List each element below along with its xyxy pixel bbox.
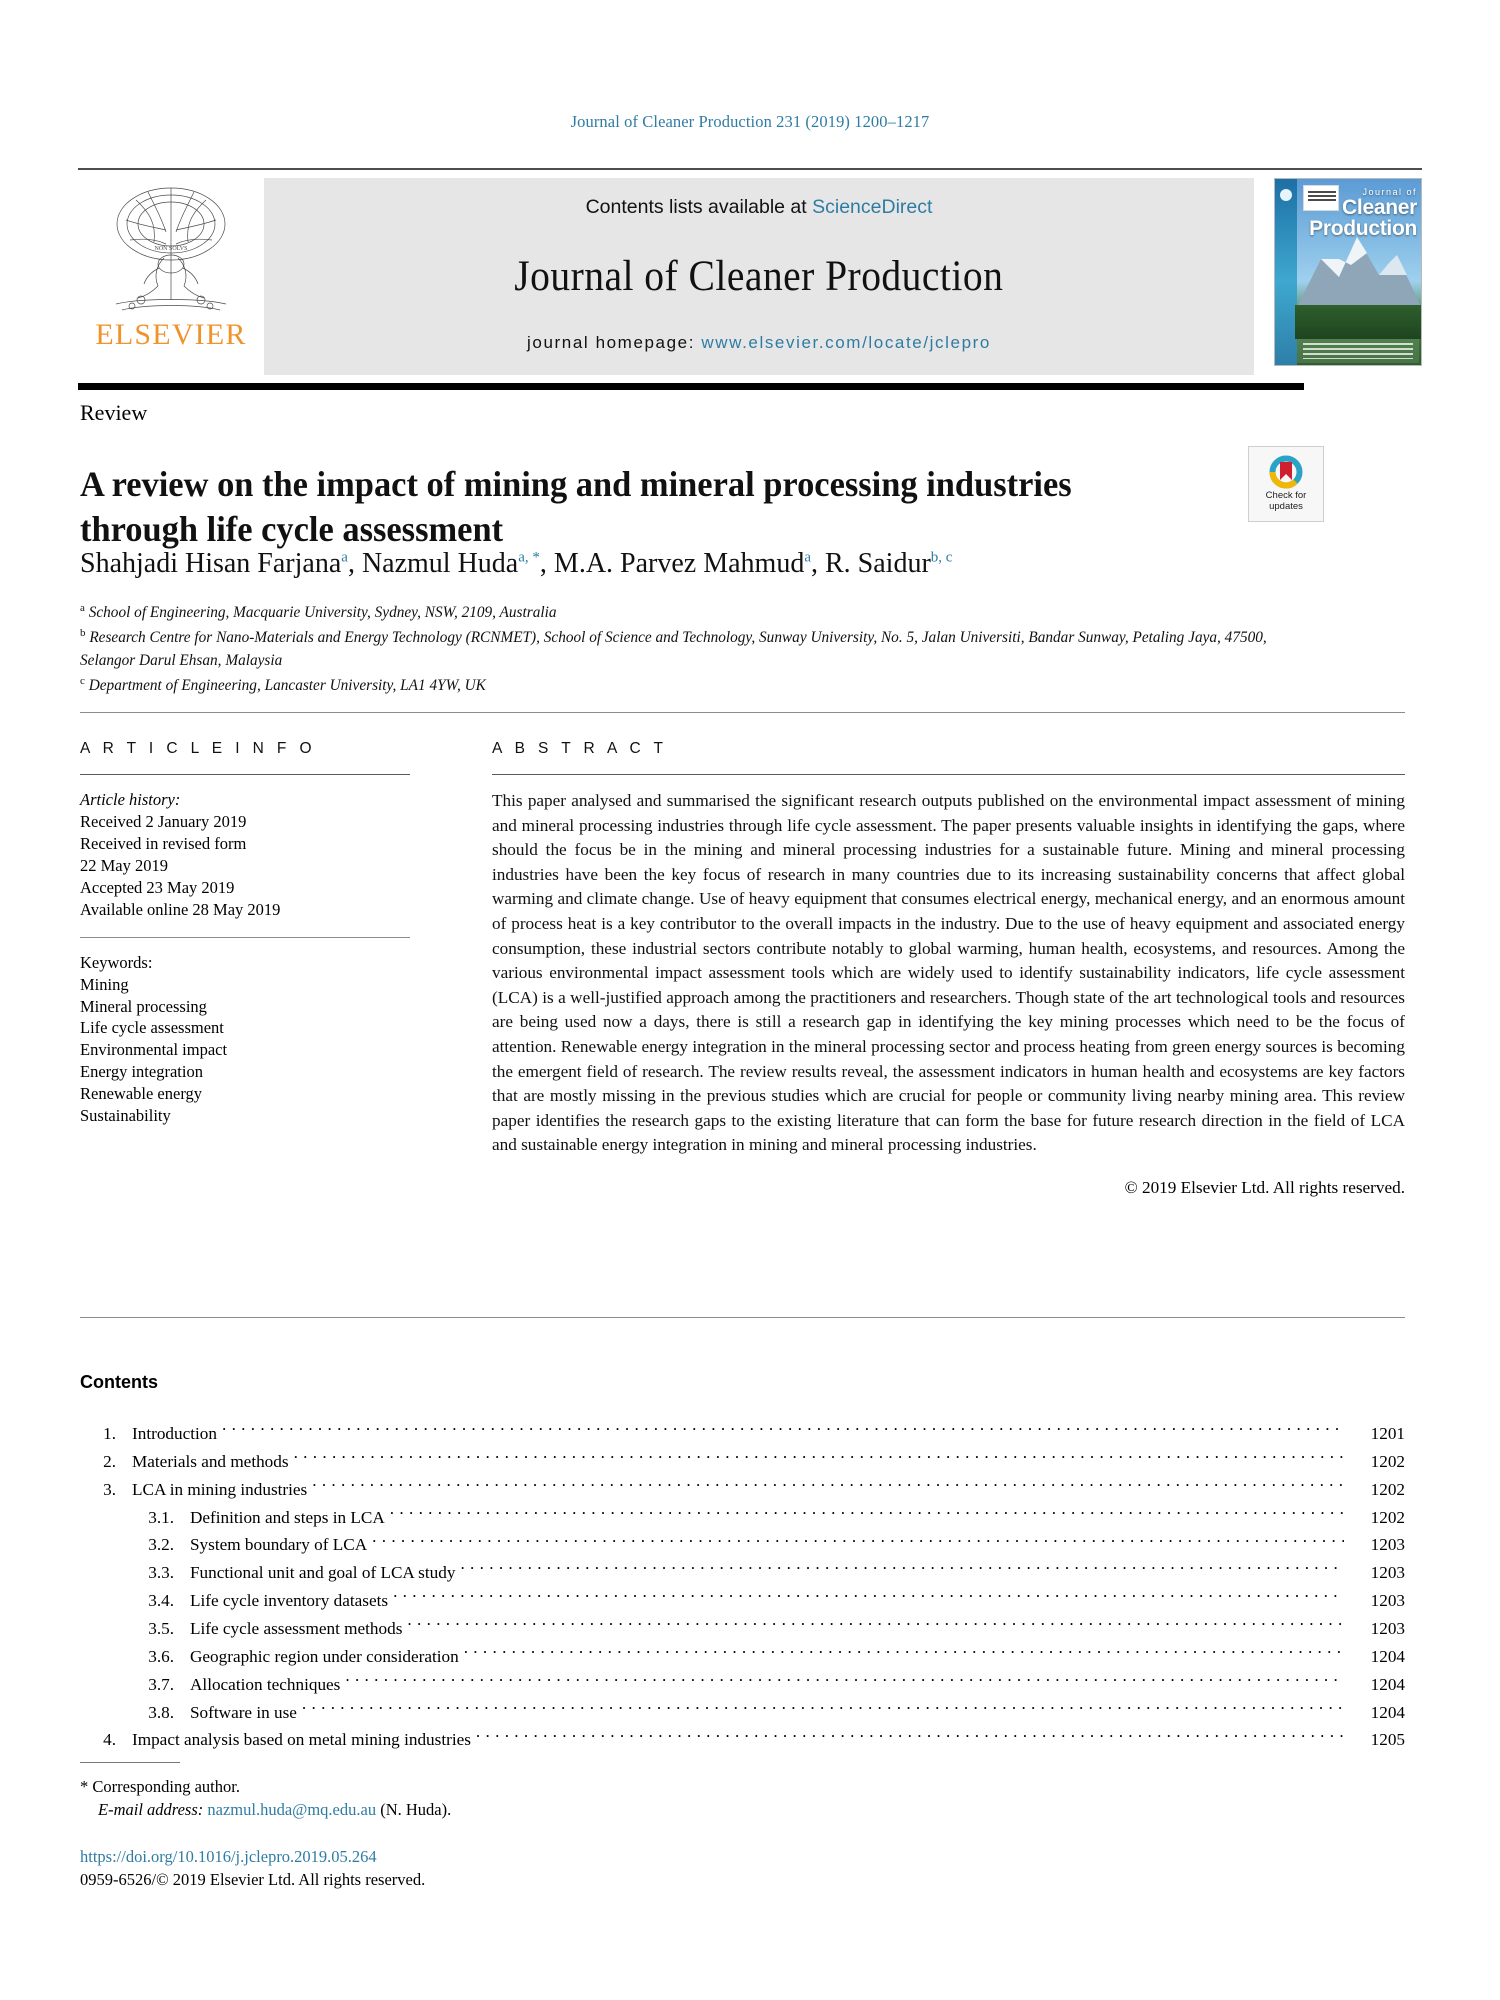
affiliations bbox=[80, 600, 1300, 698]
toc-leader-dots bbox=[372, 1533, 1344, 1550]
toc-label: Introduction bbox=[132, 1424, 217, 1443]
toc-page-number: 1203 bbox=[1370, 1563, 1405, 1583]
toc-leader-dots bbox=[464, 1645, 1344, 1662]
article-type: Review bbox=[80, 400, 148, 425]
article-info-rule bbox=[80, 774, 410, 775]
toc-leader-dots bbox=[393, 1589, 1344, 1606]
email-line bbox=[80, 1798, 780, 1821]
author-1 bbox=[362, 548, 554, 579]
toc-page-number: 1203 bbox=[1370, 1591, 1405, 1611]
keywords-label: Keywords: bbox=[80, 952, 153, 972]
toc-leader-dots bbox=[476, 1728, 1344, 1745]
keyword-0: Mining bbox=[80, 974, 129, 994]
journal-cover-thumbnail bbox=[1274, 178, 1422, 366]
toc-label: Software in use bbox=[190, 1702, 297, 1722]
affiliation-a-mark: a bbox=[80, 602, 85, 614]
article-history-3: Accepted 23 May 2019 bbox=[80, 877, 235, 897]
author-3-marks: b, c bbox=[930, 549, 953, 566]
email-link[interactable]: nazmul.huda@mq.edu.au bbox=[207, 1800, 377, 1820]
toc-label: System boundary of LCA bbox=[190, 1535, 368, 1555]
affiliation-b bbox=[80, 625, 1300, 673]
affiliation-c bbox=[80, 673, 1300, 698]
toc-page-number: 1203 bbox=[1370, 1619, 1405, 1639]
article-info-column bbox=[80, 740, 410, 1127]
toc-leader-dots bbox=[294, 1450, 1344, 1467]
affiliation-b-mark: b bbox=[80, 627, 86, 640]
toc-item[interactable] bbox=[80, 1504, 1405, 1532]
keyword-5: Renewable energy bbox=[80, 1084, 203, 1104]
contents-available-line bbox=[586, 196, 933, 219]
journal-masthead bbox=[78, 168, 1422, 375]
toc-item[interactable] bbox=[80, 1531, 1405, 1559]
keywords-rule bbox=[80, 937, 410, 938]
affiliation-a-text: School of Engineering, Macquarie University, Sydney, NSW, 2109, Australia bbox=[88, 604, 557, 622]
toc-label: Geographic region under consideration bbox=[190, 1646, 459, 1666]
doi-link[interactable]: https://doi.org/10.1016/j.jclepro.2019.05.264 bbox=[80, 1847, 377, 1866]
article-history bbox=[80, 789, 410, 921]
affiliation-b-text: Research Centre for Nano-Materials and Energy Technology (RCNMET), School of Science and Technology, Sunway University, No. 5, Jalan Universiti, Bandar Sunway, Petaling Jaya, 47500, Selangor Darul Ehsan, Malaysia bbox=[80, 629, 1267, 670]
cover-spine-dot-icon bbox=[1280, 189, 1292, 201]
corresponding-author-line: * Corresponding author. bbox=[80, 1777, 240, 1796]
toc-label: Allocation techniques bbox=[190, 1674, 341, 1694]
cover-title-line1: Journal of bbox=[1362, 187, 1417, 197]
toc-item[interactable] bbox=[80, 1476, 1405, 1504]
abstract-rule bbox=[492, 774, 1405, 775]
divider-above-abstract bbox=[80, 712, 1405, 713]
author-2-marks: a bbox=[804, 549, 811, 566]
author-2-sep: , bbox=[811, 548, 825, 579]
issn-copyright-line: 0959-6526/© 2019 Elsevier Ltd. All rights reserved. bbox=[80, 1870, 426, 1890]
toc-item[interactable] bbox=[80, 1671, 1405, 1699]
toc-number: 3.6. bbox=[148, 1646, 174, 1666]
toc-leader-dots bbox=[222, 1422, 1344, 1439]
toc-label: Life cycle assessment methods bbox=[190, 1619, 403, 1639]
toc-page-number: 1202 bbox=[1370, 1479, 1405, 1499]
keyword-4: Energy integration bbox=[80, 1062, 203, 1082]
toc-page-number: 1201 bbox=[1370, 1424, 1405, 1443]
keywords-list bbox=[80, 952, 410, 1128]
toc-leader-dots bbox=[302, 1700, 1344, 1717]
toc-page-number: 1205 bbox=[1370, 1730, 1405, 1750]
elsevier-wordmark: ELSEVIER bbox=[95, 318, 247, 351]
toc-item[interactable] bbox=[80, 1615, 1405, 1643]
running-head: Journal of Cleaner Production 231 (2019) 1200–1217 bbox=[570, 112, 930, 131]
toc-label: Life cycle inventory datasets bbox=[190, 1591, 389, 1611]
elsevier-logo bbox=[78, 178, 264, 375]
elsevier-tree-icon bbox=[96, 180, 246, 320]
svg-text:NON SOLVS: NON SOLVS bbox=[154, 246, 188, 252]
keyword-2: Life cycle assessment bbox=[80, 1018, 224, 1038]
affiliation-c-mark: c bbox=[80, 675, 85, 687]
email-suffix: (N. Huda). bbox=[380, 1800, 452, 1820]
toc-leader-dots bbox=[407, 1617, 1344, 1634]
journal-band bbox=[264, 178, 1254, 375]
author-1-marks: a, * bbox=[518, 549, 540, 566]
corresponding-author-note bbox=[80, 1775, 780, 1822]
keyword-1: Mineral processing bbox=[80, 996, 207, 1016]
homepage-prefix: journal homepage: bbox=[527, 333, 702, 352]
toc-label: LCA in mining industries bbox=[132, 1479, 308, 1499]
journal-title: Journal of Cleaner Production bbox=[514, 252, 1004, 300]
cover-spine bbox=[1275, 179, 1297, 365]
toc-item[interactable] bbox=[80, 1726, 1405, 1754]
author-list bbox=[80, 548, 1280, 580]
footnote-rule bbox=[80, 1762, 180, 1763]
toc-number: 3.8. bbox=[148, 1702, 174, 1722]
toc-item[interactable] bbox=[80, 1420, 1405, 1448]
toc-number: 3.1. bbox=[148, 1507, 174, 1527]
article-history-4: Available online 28 May 2019 bbox=[80, 899, 281, 919]
author-2-name: M.A. Parvez Mahmud bbox=[553, 548, 805, 579]
author-3 bbox=[825, 548, 952, 579]
masthead-bottom-rule bbox=[78, 383, 1304, 390]
toc-number: 2. bbox=[103, 1451, 116, 1471]
abstract-copyright: © 2019 Elsevier Ltd. All rights reserved. bbox=[1124, 1177, 1405, 1197]
toc-number: 4. bbox=[103, 1730, 116, 1750]
toc-leader-dots bbox=[312, 1478, 1344, 1495]
toc-label: Definition and steps in LCA bbox=[190, 1507, 385, 1527]
toc-label: Materials and methods bbox=[132, 1451, 289, 1471]
toc-number: 3.2. bbox=[148, 1535, 174, 1555]
table-of-contents bbox=[80, 1420, 1405, 1754]
author-0-sep: , bbox=[347, 548, 362, 579]
abstract-text: This paper analysed and summarised the significant research outputs published on the environmental impact assessment of mining and mineral processing industries through life cycle assessment. The paper presents valuable insights in identifying the gaps, where should the focus be in the mining and mineral processing industries for a sustainable future. Mining and mineral processing industries have been the key focus of research in many countries due to its increasing sustainability concerns that affect global warming and climate change. Use of heavy equipment that consumes electrical energy, mechanical energy, and an enormous amount of process heat is a key contributor to the overall impacts in the industry. Due to the use of heavy equipment and associated energy consumption, these industrial sectors contribute notably to global warming, human health, ecosystems, and resources. Among the various environmental impact assessment tools which are widely used to identify sustainability indicators, life cycle assessment (LCA) is a well-justified approach among the practitioners and researchers. Though state of the art technological tools and resources are being used now a days, there is still a research gap in identifying the key mining processes which need to be the focus of attention. Renewable energy integration in the mineral processing sector and process heating from green energy sources is becoming the emergent field of research. The review results reveal, the assessment indicators in human health and ecosystems are key factors that are mostly missing in the previous studies which are crucial for people or community living nearby mining area. This review paper identifies the research gaps to the existing literature that can form the base for future research direction in the field of LCA and sustainable energy integration in mining and mineral processing industries. bbox=[492, 791, 1405, 1155]
doi-and-issn bbox=[80, 1845, 780, 1892]
contents-heading: Contents bbox=[80, 1372, 158, 1392]
toc-item[interactable] bbox=[80, 1448, 1405, 1476]
toc-page-number: 1204 bbox=[1370, 1646, 1405, 1666]
divider-below-abstract bbox=[80, 1317, 1405, 1318]
toc-page-number: 1204 bbox=[1370, 1702, 1405, 1722]
toc-item[interactable] bbox=[80, 1699, 1405, 1727]
journal-homepage-line bbox=[527, 333, 991, 353]
toc-page-number: 1202 bbox=[1370, 1507, 1405, 1527]
crossmark-line1: Check for bbox=[1265, 490, 1307, 502]
author-1-name: Nazmul Huda bbox=[361, 548, 519, 579]
crossmark-badge[interactable] bbox=[1248, 446, 1324, 522]
affiliation-a bbox=[80, 600, 1300, 625]
author-2 bbox=[554, 548, 825, 579]
affiliation-c-text: Department of Engineering, Lancaster University, LA1 4YW, UK bbox=[88, 677, 486, 695]
toc-item[interactable] bbox=[80, 1587, 1405, 1615]
toc-leader-dots bbox=[345, 1673, 1344, 1690]
sciencedirect-link[interactable]: ScienceDirect bbox=[812, 196, 933, 218]
crossmark-icon bbox=[1269, 455, 1303, 489]
article-history-0: Received 2 January 2019 bbox=[80, 811, 247, 831]
journal-homepage-link[interactable]: www.elsevier.com/locate/jclepro bbox=[701, 333, 991, 352]
toc-number: 3. bbox=[103, 1479, 116, 1499]
article-history-label: Article history: bbox=[80, 790, 181, 809]
toc-page-number: 1203 bbox=[1370, 1535, 1405, 1555]
keyword-6: Sustainability bbox=[80, 1106, 171, 1126]
page-title: A review on the impact of mining and mineral processing industries through life cycle assessment bbox=[80, 463, 1072, 549]
author-1-sep: , bbox=[539, 548, 554, 579]
toc-label: Impact analysis based on metal mining industries bbox=[132, 1730, 471, 1750]
abstract-column bbox=[492, 740, 1405, 1198]
cover-mountain-illustration bbox=[1295, 219, 1422, 311]
cover-forest-band bbox=[1295, 305, 1422, 339]
author-3-name: R. Saidur bbox=[825, 548, 931, 579]
toc-page-number: 1202 bbox=[1370, 1451, 1405, 1471]
toc-number: 3.3. bbox=[148, 1563, 174, 1583]
toc-item[interactable] bbox=[80, 1559, 1405, 1587]
toc-number: 3.5. bbox=[148, 1619, 174, 1639]
article-history-2: 22 May 2019 bbox=[80, 855, 168, 875]
toc-number: 1. bbox=[103, 1424, 116, 1443]
author-0-marks: a bbox=[341, 549, 348, 566]
toc-page-number: 1204 bbox=[1370, 1674, 1405, 1694]
toc-leader-dots bbox=[460, 1561, 1344, 1578]
toc-item[interactable] bbox=[80, 1643, 1405, 1671]
toc-label: Functional unit and goal of LCA study bbox=[190, 1563, 456, 1583]
author-0-name: Shahjadi Hisan Farjana bbox=[80, 548, 342, 579]
article-info-heading: A R T I C L E I N F O bbox=[80, 740, 316, 757]
email-label: E-mail address: bbox=[98, 1800, 204, 1820]
toc-number: 3.7. bbox=[148, 1674, 174, 1694]
author-0 bbox=[80, 548, 362, 579]
cover-footer-text bbox=[1297, 339, 1419, 363]
crossmark-line2: updates bbox=[1269, 501, 1303, 512]
toc-number: 3.4. bbox=[148, 1591, 174, 1611]
cover-title-line3: Production bbox=[1309, 217, 1417, 240]
contents-prefix: Contents lists available at bbox=[585, 196, 813, 218]
crossmark-label bbox=[1266, 491, 1307, 513]
cover-title-line2: Cleaner bbox=[1342, 196, 1417, 219]
toc-leader-dots bbox=[390, 1505, 1344, 1522]
abstract-heading: A B S T R A C T bbox=[492, 740, 668, 757]
article-history-1: Received in revised form bbox=[80, 833, 247, 853]
keyword-3: Environmental impact bbox=[80, 1040, 228, 1060]
